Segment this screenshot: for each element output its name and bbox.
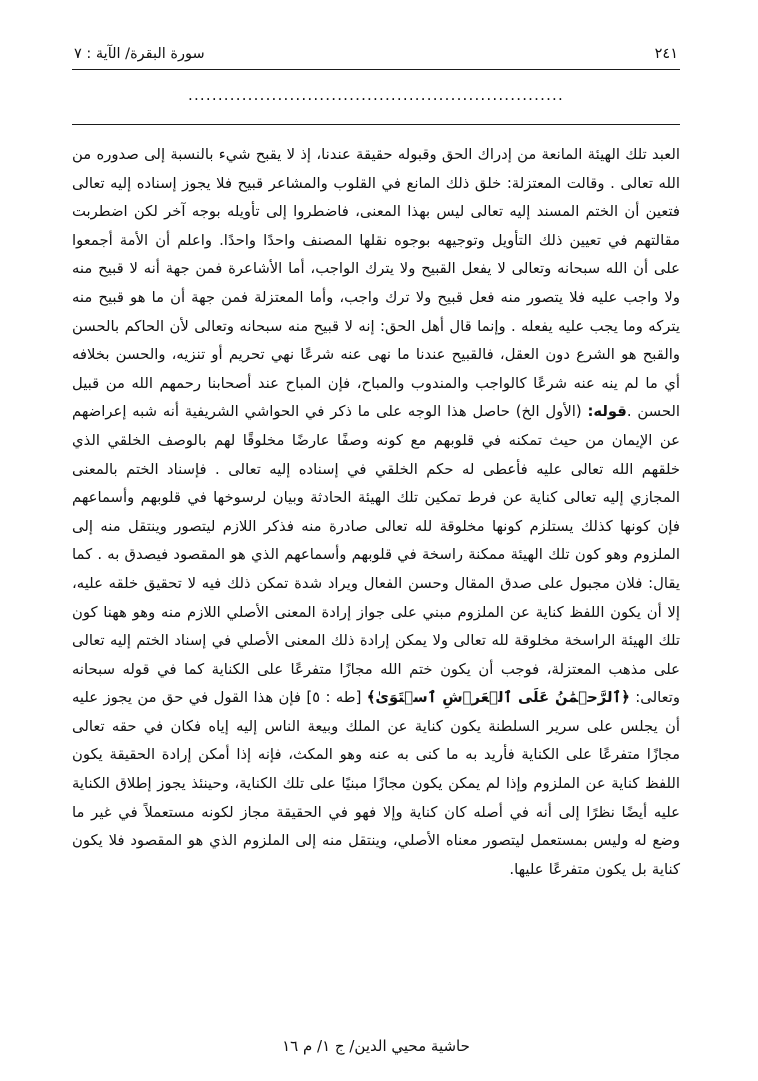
- footer-title: حاشية محيي الدين/ ج ١/ م ١٦: [282, 1037, 470, 1055]
- header-divider-bottom: [72, 124, 680, 125]
- paragraph-block: [72, 141, 680, 884]
- page-header: [72, 46, 680, 62]
- page-footer: [72, 1037, 680, 1055]
- layout-spacer: [72, 884, 680, 1051]
- quran-reference: [طه : ٥]: [306, 689, 362, 707]
- header-divider-top: [72, 69, 680, 70]
- paragraph-2: (الأول الخ) حاصل هذا الوجه على ما ذكر في الحواشي الشريفية أنه شبه إعراضهم عن الإيمان من حيث تمكنه في قلوبهم مع كونه وصفًا عارضًا مخلوقًا لهم بالوصف الخلقي الذي خلقهم الله تعالى عليه فأعطى له حكم الخلقي في إسناده إليه تعالى . فإسناد الختم بالمعنى المجازي إليه تعالى كناية عن فرط تمكين تلك الهيئة الحادثة وبيان لرسوخها في قلوبهم وأسماعهم فإن كونها كذلك يستلزم كونها مخلوقة لله تعالى صادرة منه فذكر اللازم ليتصور وينتقل منه إلى الملزوم وهو كون تلك الهيئة ممكنة راسخة في قلوبهم وأسماعهم الذي هو المقصود فيصدق به . كما يقال: فلان مجبول على صدق المقال وحسن الفعال ويراد شدة تمكن ذلك فيه لا تحقيق خلقه عليه، إلا أن يكون اللفظ كناية عن الملزوم مبني على جواز إرادة المعنى الأصلي اللازم منه وهو ههنا كون تلك الهيئة الراسخة مخلوقة لله تعالى ولا يمكن إرادة ذلك المعنى الأصلي في إسناد الختم إليه تعالى على مذهب المعتزلة، فوجب أن يكون ختم الله مجازًا متفرعًا على الكناية كما في قوله سبحانه وتعالى:: [72, 403, 680, 707]
- dotted-separator: ...............................................................: [188, 86, 564, 104]
- qawluhu-lead: قوله:: [587, 403, 627, 421]
- quran-verse: ﴿ٱلرَّحۡمَٰنُ عَلَى ٱلۡعَرۡشِ ٱسۡتَوَىٰ﴾: [366, 689, 630, 707]
- surah-reference: سورة البقرة/ الآية : ٧: [74, 46, 205, 62]
- paragraph-3: فإن هذا القول في حق من يجوز عليه أن يجلس على سرير السلطنة يكون كناية عن الملك وبيعة الناس إليه إياه فكان في حقه تعالى مجازًا متفرعًا على الكناية فأريد به ما كنى به عنه وهو المكث، فإنه إذا أمكن إرادة الحقيقة يكون اللفظ كناية عن الملزوم وإذا لم يمكن يكون مجازًا مبنيًا على تلك الكناية، وحينئذ يجوز إطلاق الكناية عليه أيضًا نظرًا إلى أنه في أصله كان كناية وإلا فهو في الحقيقة مجاز لكونه مستعملاً في غير ما وضع له وليس بمستعمل ليتصور معناه الأصلي، وينتقل منه إلى الملزوم الذي هو المقصود فلا يكون كناية بل يكون متفرعًا عليها.: [72, 689, 680, 878]
- paragraph-1: العبد تلك الهيئة المانعة من إدراك الحق وقبوله حقيقة عندنا، إذ لا يقبح شيء بالنسبة إلى صدوره من الله تعالى . وقالت المعتزلة: خلق ذلك المانع في القلوب والمشاعر قبيح فلا يجوز إسناده إليه تعالى فتعين أن الختم المسند إليه تعالى ليس بهذا المعنى، فاضطروا إلى تأويله بوجه آخر لكن اضطربت مقالتهم في تعيين ذلك التأويل وتوجيهه بوجوه نقلها المصنف واحدًا واحدًا. واعلم أن الأمة أجمعوا على أن الله سبحانه وتعالى لا يفعل القبيح ولا يترك الواجب، أما الأشاعرة فمن جهة أنه لا قبيح منه ولا واجب عليه فلا يتصور منه فعل قبيح ولا ترك واجب، وأما المعتزلة فمن جهة أن ما هو قبيح منه يتركه وما يجب عليه يفعله . وإنما قال أهل الحق: إنه لا قبيح منه سبحانه وتعالى لأن الحاكم بالحسن والقبح هو الشرع دون العقل، فالقبيح عندنا ما نهى عنه شرعًا نهي تحريم أو تنزيه، والحسن بخلافه أي ما لم ينه عنه شرعًا كالواجب والمندوب والمباح، فإن المباح عند أصحابنا رحمهم الله من قبيل الحسن .: [72, 146, 680, 421]
- body-content: [72, 141, 680, 884]
- page-number: ٢٤١: [654, 46, 678, 62]
